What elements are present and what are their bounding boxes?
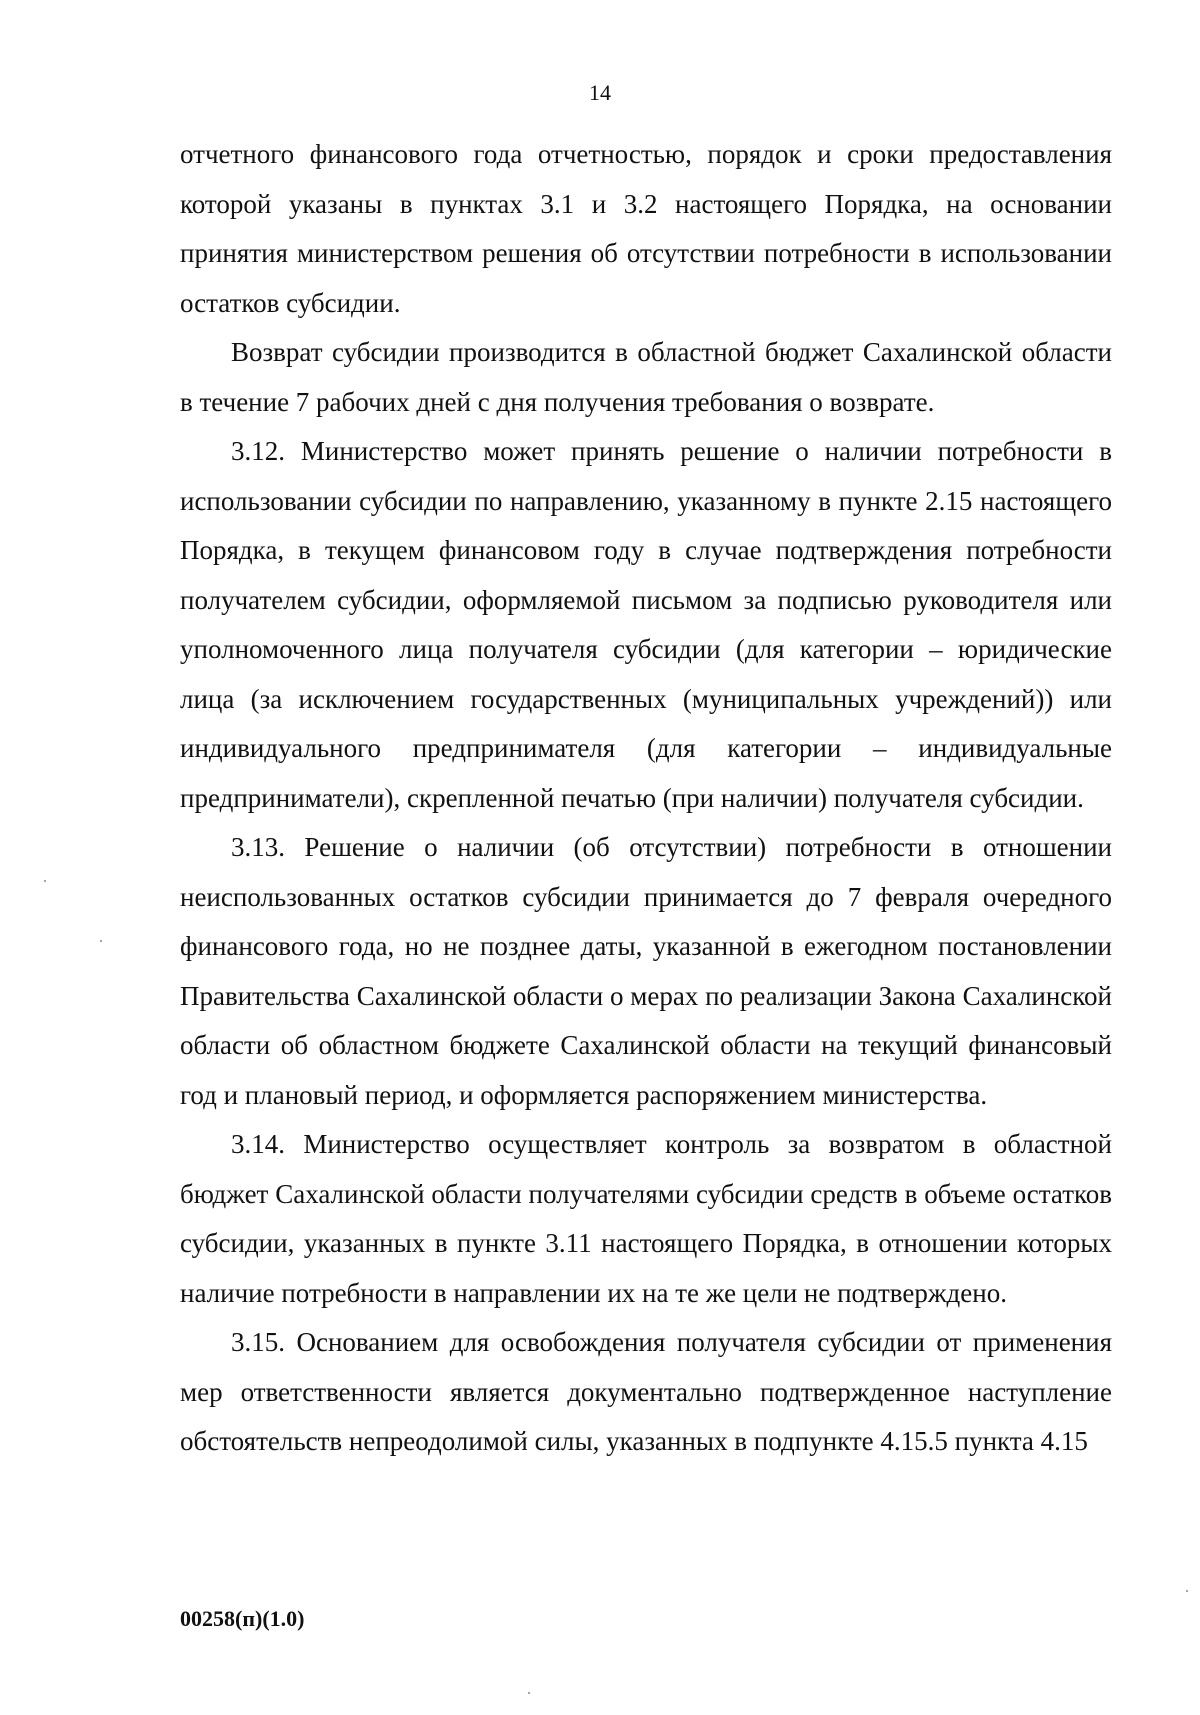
scan-speck <box>528 1692 530 1694</box>
paragraph-3-15: 3.15. Основанием для освобождения получателя субсидии от применения мер ответственности является документально подтвержденное наступление обстоятельств непреодолимой силы, указанных в подпункте 4.15.5 пункта 4.15 <box>180 1327 1112 1456</box>
scan-speck <box>1186 1590 1188 1592</box>
paragraph-continuation: отчетного финансового года отчетностью, порядок и сроки предоставления которой указаны в пунктах 3.1 и 3.2 настоящего Порядка, на основании принятия министерством решения об отсутствии потребности в использовании остатков субсидии. <box>180 139 1112 318</box>
scan-speck <box>100 940 102 942</box>
paragraph-3-14: 3.14. Министерство осуществляет контроль за возвратом в областной бюджет Сахалинской области получателями субсидии средств в объеме остатков субсидии, указанных в пункте 3.11 настоящего Порядка, в отношении которых наличие потребности в направлении их на те же цели не подтверждено. <box>180 1129 1112 1308</box>
scan-speck <box>44 880 46 882</box>
page-number: 14 <box>589 80 611 105</box>
document-code: 00258(п)(1.0) <box>180 1606 305 1631</box>
paragraph-3-12: 3.12. Министерство может принять решение о наличии потребности в использовании субсидии по направлению, указанному в пункте 2.15 настоящего Порядка, в текущем финансовом году в случае подтверждения потребности получателем субсидии, оформляемой письмом за подписью руководителя или уполномоченного лица получателя субсидии (для категории – юридические лица (за исключением государственных (муниципальных учреждений)) или индивидуального предпринимателя (для категории – индивидуальные предприниматели), скрепленной печатью (при наличии) получателя субсидии. <box>180 436 1112 813</box>
paragraph-subsidy-return: Возврат субсидии производится в областной бюджет Сахалинской области в течение 7 рабочих дней с дня получения требования о возврате. <box>180 337 1112 417</box>
document-body <box>180 130 1112 1467</box>
paragraph-3-13: 3.13. Решение о наличии (об отсутствии) потребности в отношении неиспользованных остатков субсидии принимается до 7 февраля очередного финансового года, но не позднее даты, указанной в ежегодном постановлении Правительства Сахалинской области о мерах по реализации Закона Сахалинской области об областном бюджете Сахалинской области на текущий финансовый год и плановый период, и оформляется распоряжением министерства. <box>180 832 1112 1110</box>
